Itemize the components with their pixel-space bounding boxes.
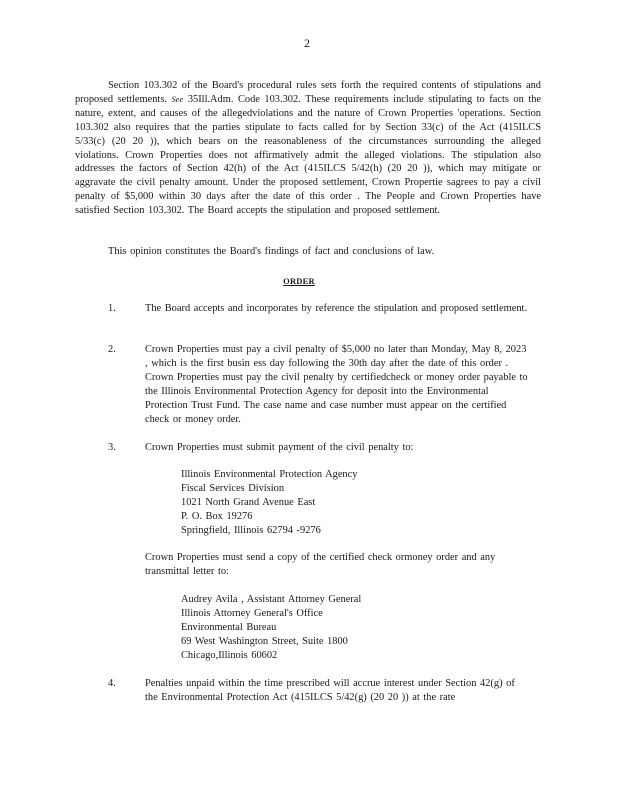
intro-text-after: 35Ill.Adm. Code 103.302. These requirements include stipulating to facts on the nature, extent, and causes of the allegedviolations and the nature of Crown Properties 'operations. Section 103.302 also requires that the parties stipulate to facts called for by Section 33(c) of the Act (415ILCS 5/33(c) (20 20 )), which bears on the reasonableness of the circumstances surrounding the alleged violations. Crown Properties does not affirmatively admit the alleged violations. The stipulation also addresses the factors of Section 42(h) of the Act (415ILCS 5/42(h) (20 20 )), which may mitigate or aggravate the civil penalty amount. Under the proposed settlement, Crown Propertie sagrees to pay a civil penalty of $5,000 within 30 days after the date of this order . The People and Crown Properties have satisfied Section 103.302. The Board accepts the stipulation and proposed settlement. (75, 93, 541, 217)
order-item-number: 3. (108, 442, 116, 453)
order-item-text: Penalties unpaid within the time prescribed will accrue interest under Section 42(g) of the Environmental Protection Act (415ILCS 5/42(g) (20 20 )) at the rate (145, 678, 515, 703)
address-line: Illinois Environmental Protection Agency (181, 469, 358, 480)
order-item-text: The Board accepts and incorporates by reference the stipulation and proposed settlement. (145, 303, 528, 314)
address-line: Audrey Avila , Assistant Attorney General (181, 594, 362, 605)
address-line: P. O. Box 19276 (181, 510, 253, 522)
order-item-text-copy-instruction: Crown Properties must send a copy of the certified check ormoney order and any transmittal letter to: (145, 552, 496, 577)
conclusion-sentence: This opinion constitutes the Board's findings of fact and conclusions of law. (108, 246, 435, 257)
see-citation-signal: See (171, 93, 184, 104)
address-line: 69 West Washington Street, Suite 1800 (181, 635, 348, 647)
address-line: Chicago,Illinois 60602 (181, 649, 278, 661)
order-item-number: 4. (108, 678, 116, 689)
payment-address (181, 468, 357, 538)
intro-text-before: Section 103.302 of the Board's procedural rules sets forth the required contents of stipulations and proposed settlements. (75, 80, 541, 105)
order-item-text: Crown Properties must pay a civil penalty of $5,000 no later than Monday, May 8, 2023 , which is the first busin ess day following the 30th day after the date of this order . Crown Properties must pay the civil penalty by certifiedcheck or money order payable to the Illinois Environmental Protection Agency for deposit into the Environmental Protection Trust Fund. The case name and case number must appear on the certified check or money order. (145, 344, 528, 425)
address-line: Illinois Attorney General's Office (181, 607, 323, 619)
order-item-number: 2. (108, 344, 116, 355)
address-line: Springfield, Illinois 62794 -9276 (181, 524, 321, 536)
order-heading: ORDER (283, 276, 315, 286)
order-item-number: 1. (108, 303, 116, 314)
order-item-text: Crown Properties must submit payment of the civil penalty to: (145, 442, 414, 453)
page-number: 2 (304, 36, 310, 50)
copy-recipient-address (181, 593, 361, 663)
address-line: Environmental Bureau (181, 621, 277, 633)
address-line: Fiscal Services Division (181, 482, 285, 494)
intro-paragraph (75, 79, 541, 218)
address-line: 1021 North Grand Avenue East (181, 496, 316, 508)
